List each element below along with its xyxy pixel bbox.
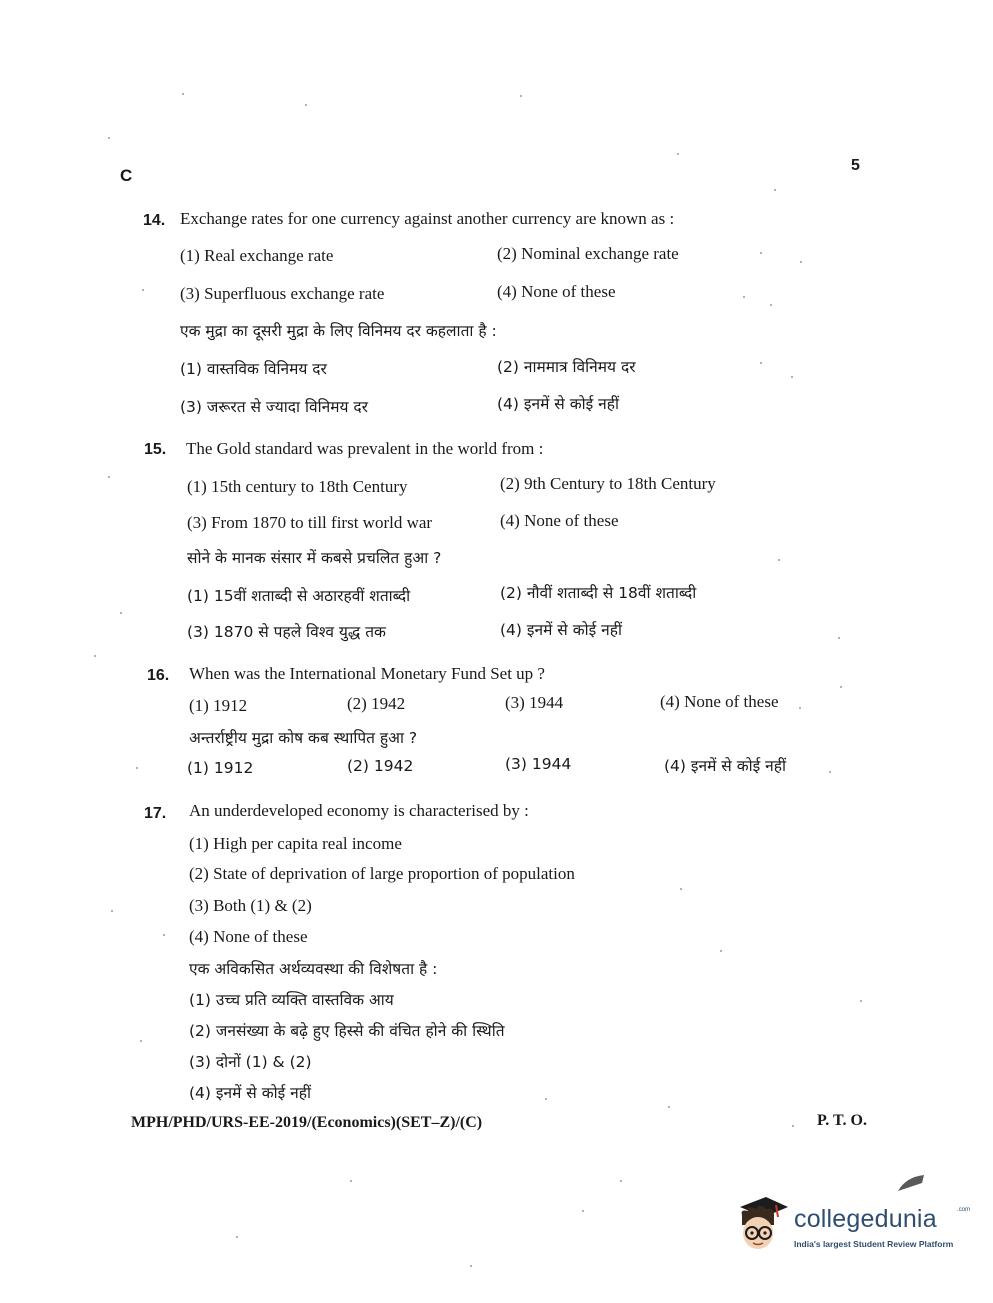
option-hi-1: (1) 1912 (187, 759, 254, 777)
option-hi-4: (4) इनमें से कोई नहीं (664, 757, 787, 775)
series-code: MPH/PHD/URS-EE-2019/(Economics)(SET–Z)/(C) (131, 1114, 483, 1131)
option-hi-1: (1) वास्तविक विनिमय दर (180, 360, 327, 378)
logo-tagline: India's largest Student Review Platform (794, 1239, 954, 1249)
option-en-2: (2) Nominal exchange rate (497, 244, 679, 263)
option-hi-1: (1) 15वीं शताब्दी से अठारहवीं शताब्दी (187, 587, 411, 605)
option-en-3: (3) From 1870 to till first world war (187, 513, 433, 532)
option-hi-3: (3) दोनों (1) & (2) (189, 1053, 312, 1071)
option-hi-2: (2) जनसंख्या के बढ़े हुए हिस्से की वंचित होने की स्थिति (189, 1022, 505, 1040)
question-number: 14. (143, 212, 166, 229)
option-hi-2: (2) नाममात्र विनिमय दर (497, 358, 636, 376)
option-en-2: (2) 1942 (347, 694, 406, 713)
option-hi-3: (3) जरूरत से ज्यादा विनिमय दर (180, 398, 368, 416)
set-letter: C (120, 166, 133, 185)
question-text-en: When was the International Monetary Fund Set up ? (189, 664, 545, 683)
option-hi-4: (4) इनमें से कोई नहीं (497, 395, 620, 413)
question-text-en: The Gold standard was prevalent in the world from : (186, 439, 544, 458)
logo-brand-suffix: .com (957, 1207, 971, 1213)
question-text-hi: सोने के मानक संसार में कबसे प्रचलित हुआ ? (187, 549, 442, 567)
question-text-en: Exchange rates for one currency against another currency are known as : (180, 209, 675, 228)
option-en-3: (3) Both (1) & (2) (189, 896, 312, 915)
mascot-icon (732, 1195, 790, 1257)
collegedunia-logo[interactable] (732, 1193, 971, 1265)
option-en-4: (4) None of these (497, 282, 616, 301)
question-text-hi: एक अविकसित अर्थव्यवस्था की विशेषता है : (189, 960, 438, 978)
option-hi-3: (3) 1944 (505, 755, 572, 773)
question-number: 15. (144, 441, 167, 458)
question-text-en: An underdeveloped economy is characterised by : (189, 801, 529, 820)
option-hi-2: (2) नौवीं शताब्दी से 18वीं शताब्दी (500, 584, 697, 602)
option-en-2: (2) State of deprivation of large proportion of population (189, 864, 575, 883)
option-hi-3: (3) 1870 से पहले विश्व युद्ध तक (187, 623, 386, 641)
option-en-3: (3) 1944 (505, 693, 564, 712)
option-hi-1: (1) उच्च प्रति व्यक्ति वास्तविक आय (189, 991, 394, 1009)
question-text-hi: एक मुद्रा का दूसरी मुद्रा के लिए विनिमय दर कहलाता है : (180, 322, 497, 340)
question-text-hi: अन्तर्राष्ट्रीय मुद्रा कोष कब स्थापित हुआ ? (189, 729, 418, 747)
option-en-2: (2) 9th Century to 18th Century (500, 474, 716, 493)
option-hi-4: (4) इनमें से कोई नहीं (500, 621, 623, 639)
question-number: 17. (144, 805, 167, 822)
option-en-4: (4) None of these (500, 511, 619, 530)
option-hi-2: (2) 1942 (347, 757, 414, 775)
question-number: 16. (147, 667, 170, 684)
option-hi-4: (4) इनमें से कोई नहीं (189, 1084, 312, 1102)
corner-smudge (896, 1173, 926, 1195)
pto-label: P. T. O. (817, 1112, 867, 1129)
option-en-4: (4) None of these (660, 692, 779, 711)
page-number: 5 (851, 157, 860, 174)
option-en-4: (4) None of these (189, 927, 308, 946)
logo-brand: collegedunia (794, 1205, 937, 1233)
option-en-1: (1) High per capita real income (189, 834, 402, 853)
option-en-3: (3) Superfluous exchange rate (180, 284, 385, 303)
option-en-1: (1) 1912 (189, 696, 248, 715)
option-en-1: (1) Real exchange rate (180, 246, 334, 265)
option-en-1: (1) 15th century to 18th Century (187, 477, 408, 496)
